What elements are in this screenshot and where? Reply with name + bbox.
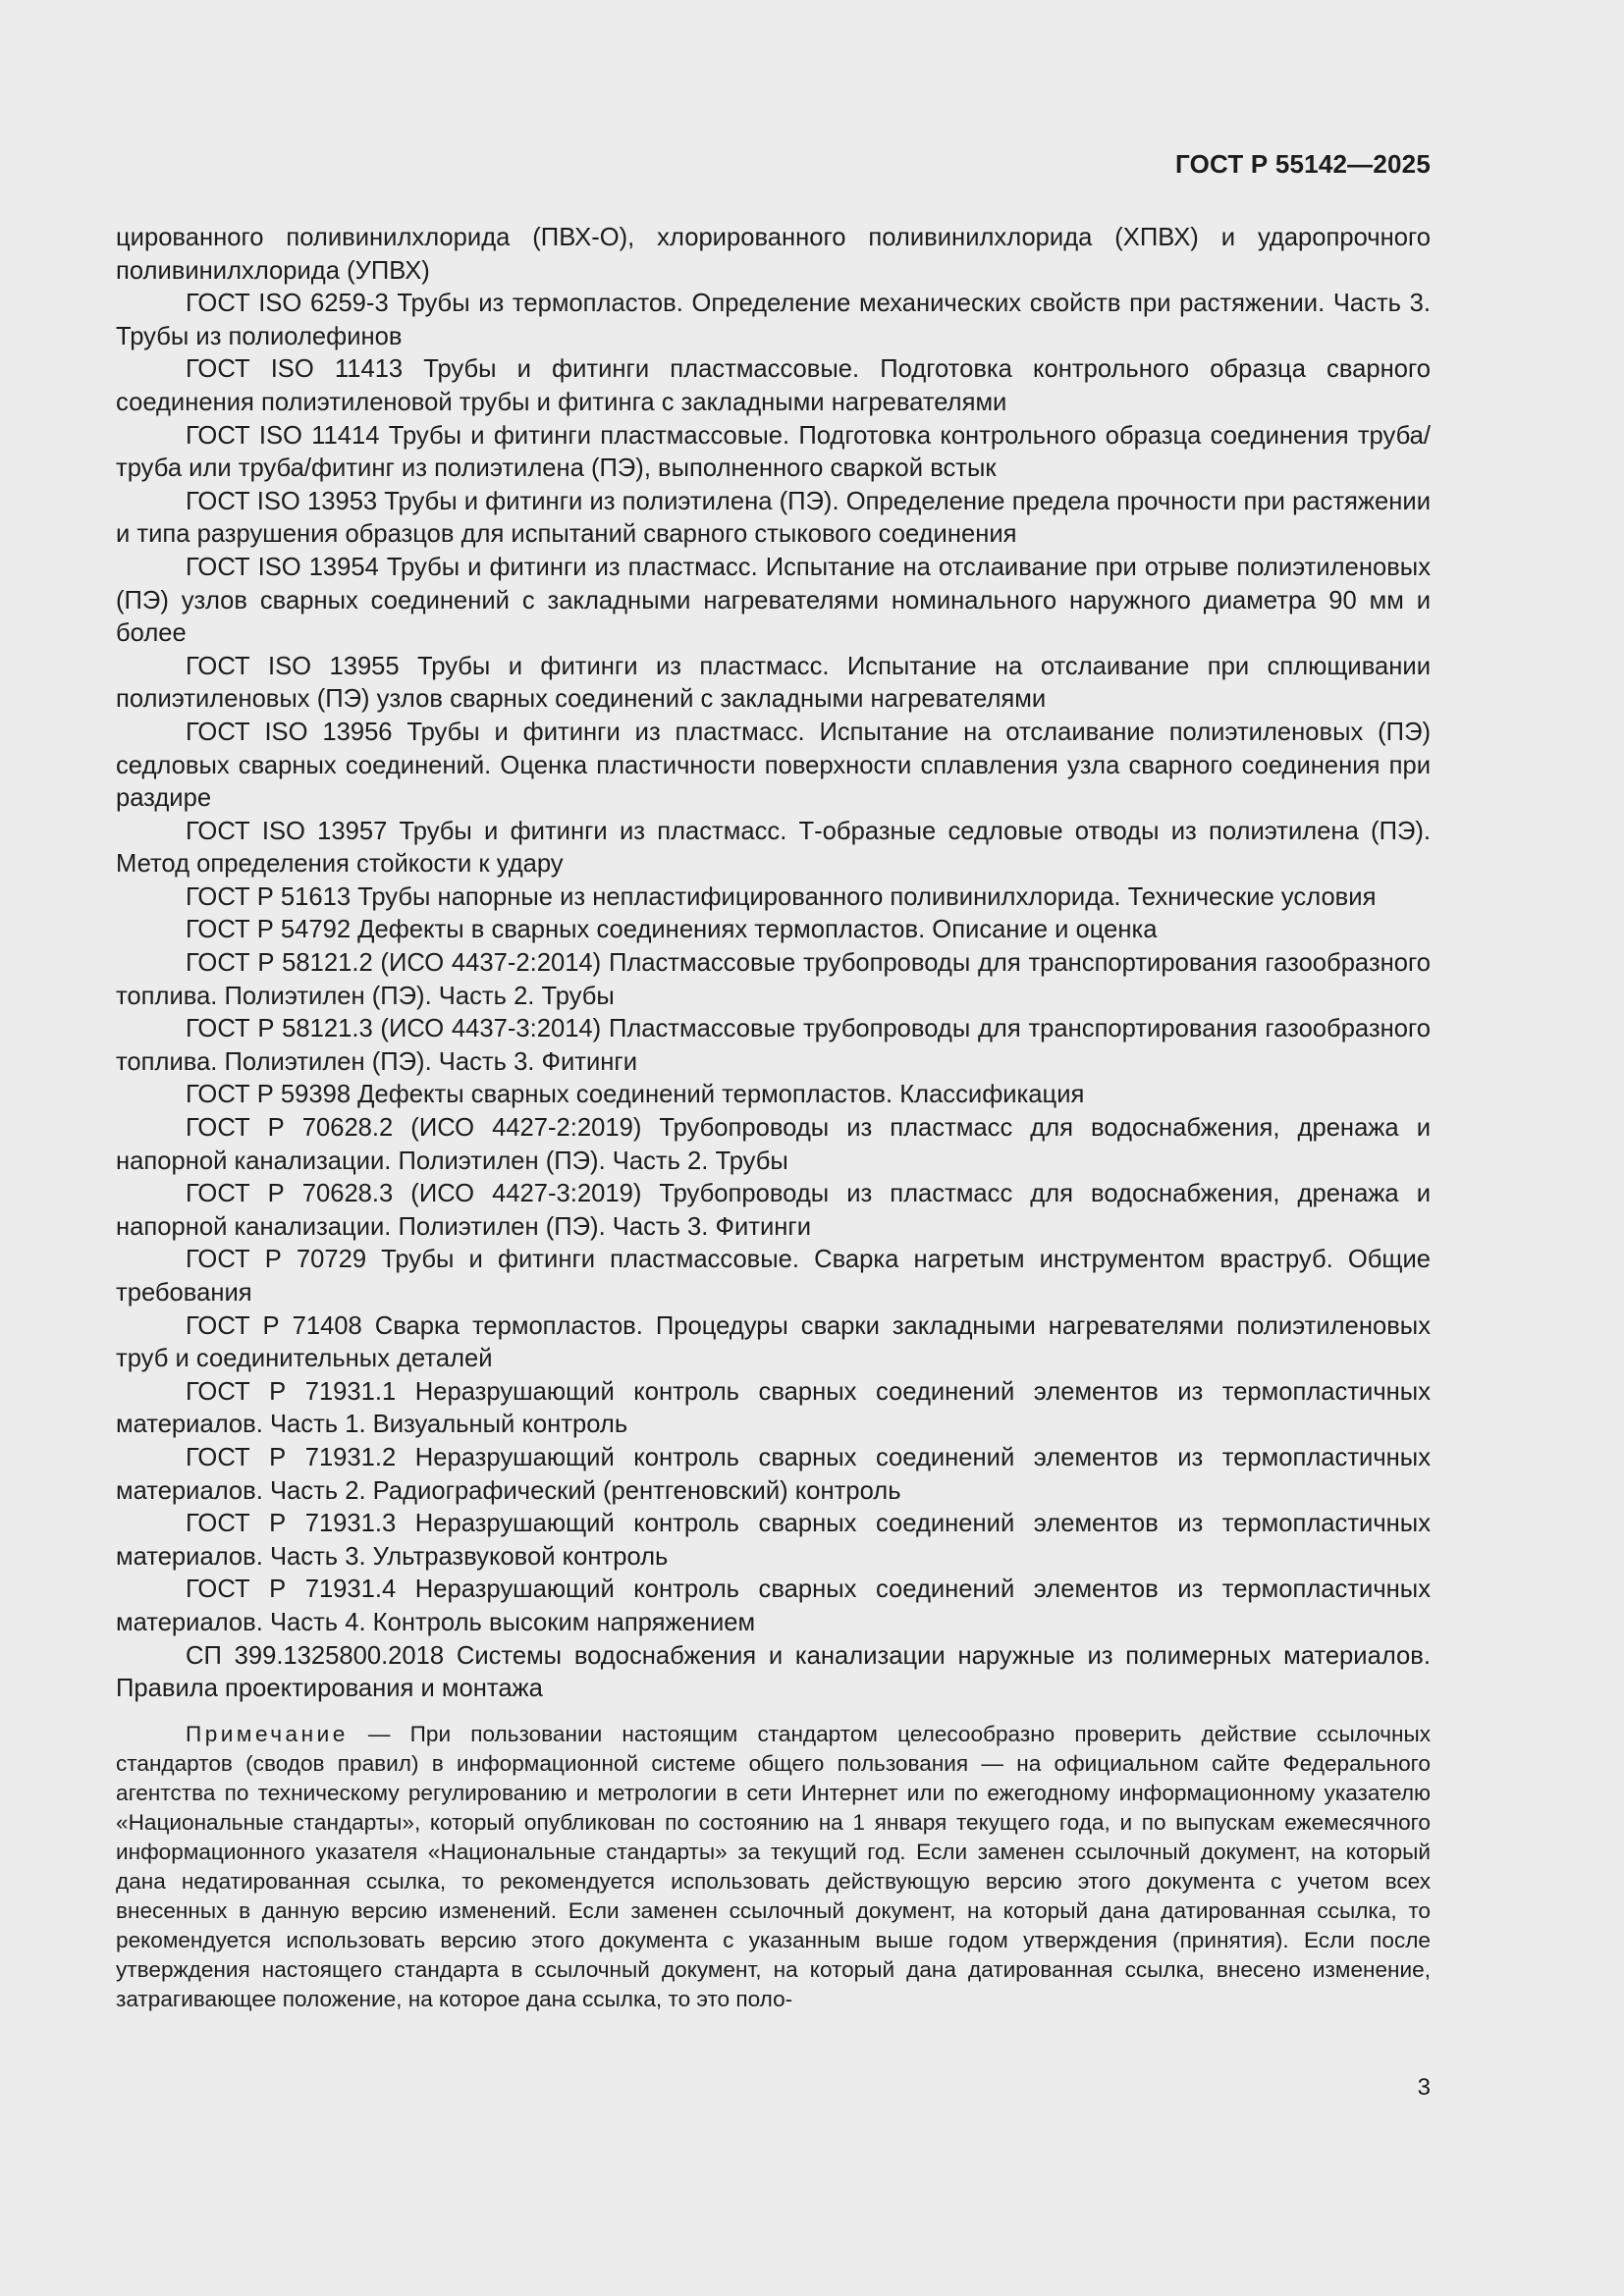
- reference-item: ГОСТ Р 71408 Сварка термопластов. Процедуры сварки закладными нагревателями полиэтиленовых труб и соединительных деталей: [116, 1311, 1431, 1373]
- reference-item: ГОСТ ISO 13954 Трубы и фитинги из пластмасс. Испытание на отслаивание при отрыве полиэтиленовых (ПЭ) узлов сварных соединений с закладными нагревателями номинального наружного диаметра 90 мм и более: [116, 553, 1431, 648]
- reference-item: ГОСТ Р 71931.2 Неразрушающий контроль сварных соединений элементов из термопластичных материалов. Часть 2. Радиографический (рентгеновский) контроль: [116, 1443, 1431, 1505]
- reference-item: ГОСТ ISO 13953 Трубы и фитинги из полиэтилена (ПЭ). Определение предела прочности при растяжении и типа разрушения образцов для испытаний сварного стыкового соединения: [116, 487, 1431, 549]
- reference-item: ГОСТ ISO 13957 Трубы и фитинги из пластмасс. Т-образные седловые отводы из полиэтилена (ПЭ). Метод определения стойкости к удару: [116, 817, 1431, 879]
- reference-item: ГОСТ Р 71931.4 Неразрушающий контроль сварных соединений элементов из термопластичных материалов. Часть 4. Контроль высоким напряжением: [116, 1575, 1431, 1636]
- document-code: ГОСТ Р 55142—2025: [1175, 149, 1431, 179]
- reference-item: ГОСТ Р 54792 Дефекты в сварных соединениях термопластов. Описание и оценка: [186, 916, 1158, 944]
- reference-item: ГОСТ Р 70628.3 (ИСО 4427-3:2019) Трубопроводы из пластмасс для водоснабжения, дренажа и напорной канализации. Полиэтилен (ПЭ). Часть 3. Фитинги: [116, 1180, 1431, 1241]
- reference-item: ГОСТ ISO 6259-3 Трубы из термопластов. Определение механических свойств при растяжении. Часть 3. Трубы из полиолефинов: [116, 290, 1431, 350]
- reference-item: ГОСТ Р 51613 Трубы напорные из непластифицированного поливинилхлорида. Технические условия: [186, 882, 1377, 911]
- reference-item: ГОСТ Р 70729 Трубы и фитинги пластмассовые. Сварка нагретым инструментом враструб. Общие требования: [116, 1246, 1431, 1307]
- reference-item: СП 399.1325800.2018 Системы водоснабжения и канализации наружные из полимерных материалов. Правила проектирования и монтажа: [116, 1641, 1431, 1703]
- reference-item: ГОСТ ISO 11413 Трубы и фитинги пластмассовые. Подготовка контрольного образца сварного соединения полиэтиленовой трубы и фитинга с закладными нагревателями: [116, 355, 1431, 416]
- reference-item: ГОСТ Р 58121.3 (ИСО 4437-3:2014) Пластмассовые трубопроводы для транспортирования газообразного топлива. Полиэтилен (ПЭ). Часть 3. Фитинги: [116, 1015, 1431, 1076]
- normative-references: [116, 222, 1431, 2014]
- reference-item: ГОСТ Р 58121.2 (ИСО 4437-2:2014) Пластмассовые трубопроводы для транспортирования газообразного топлива. Полиэтилен (ПЭ). Часть 2. Трубы: [116, 949, 1431, 1010]
- reference-item: ГОСТ Р 71931.3 Неразрушающий контроль сварных соединений элементов из термопластичных материалов. Часть 3. Ультразвуковой контроль: [116, 1510, 1431, 1571]
- page-number: 3: [1417, 2074, 1431, 2101]
- reference-item: ГОСТ Р 59398 Дефекты сварных соединений термопластов. Классификация: [186, 1081, 1085, 1109]
- reference-item: ГОСТ ISO 13956 Трубы и фитинги из пластмасс. Испытание на отслаивание полиэтиленовых (ПЭ) седловых сварных соединений. Оценка пластичности поверхности сплавления узла сварного соединения при раздире: [116, 718, 1431, 813]
- reference-item: ГОСТ ISO 11414 Трубы и фитинги пластмассовые. Подготовка контрольного образца соединения труба/труба или труба/фитинг из полиэтилена (ПЭ), выполненного сваркой встык: [116, 421, 1431, 483]
- note-text: — При пользовании настоящим стандартом целесообразно проверить действие ссылочных стандартов (сводов правил) в информационной системе общего пользования — на официальном сайте Федерального агентства по техническому регулированию и метрологии в сети Интернет или по ежегодному информационному указателю «Национальные стандарты», который опубликован по состоянию на 1 января текущего года, и по выпускам ежемесячного информационного указателя «Национальные стандарты» за текущий год. Если заменен ссылочный документ, на который дана недатированная ссылка, то рекомендуется использовать действующую версию этого документа с учетом всех внесенных в данную версию изменений. Если заменен ссылочный документ, на который дана датированная ссылка, то рекомендуется использовать версию этого документа с указанным выше годом утверждения (принятия). Если после утверждения настоящего стандарта в ссылочный документ, на который дана датированная ссылка, внесено изменение, затрагивающее положение, на которое дана ссылка, то это поло-: [116, 1721, 1431, 2011]
- reference-item: ГОСТ Р 70628.2 (ИСО 4427-2:2019) Трубопроводы из пластмасс для водоснабжения, дренажа и напорной канализации. Полиэтилен (ПЭ). Часть 2. Трубы: [116, 1114, 1431, 1175]
- note-label: Примечание: [186, 1721, 349, 1746]
- note-paragraph: [116, 1720, 1431, 2014]
- reference-item: ГОСТ Р 71931.1 Неразрушающий контроль сварных соединений элементов из термопластичных материалов. Часть 1. Визуальный контроль: [116, 1377, 1431, 1439]
- reference-item: ГОСТ ISO 13955 Трубы и фитинги из пластмасс. Испытание на отслаивание при сплющивании полиэтиленовых (ПЭ) узлов сварных соединений с закладными нагревателями: [116, 652, 1431, 714]
- reference-item: цированного поливинилхлорида (ПВХ-О), хлорированного поливинилхлорида (ХПВХ) и ударопрочного поливинилхлорида (УПВХ): [116, 224, 1431, 285]
